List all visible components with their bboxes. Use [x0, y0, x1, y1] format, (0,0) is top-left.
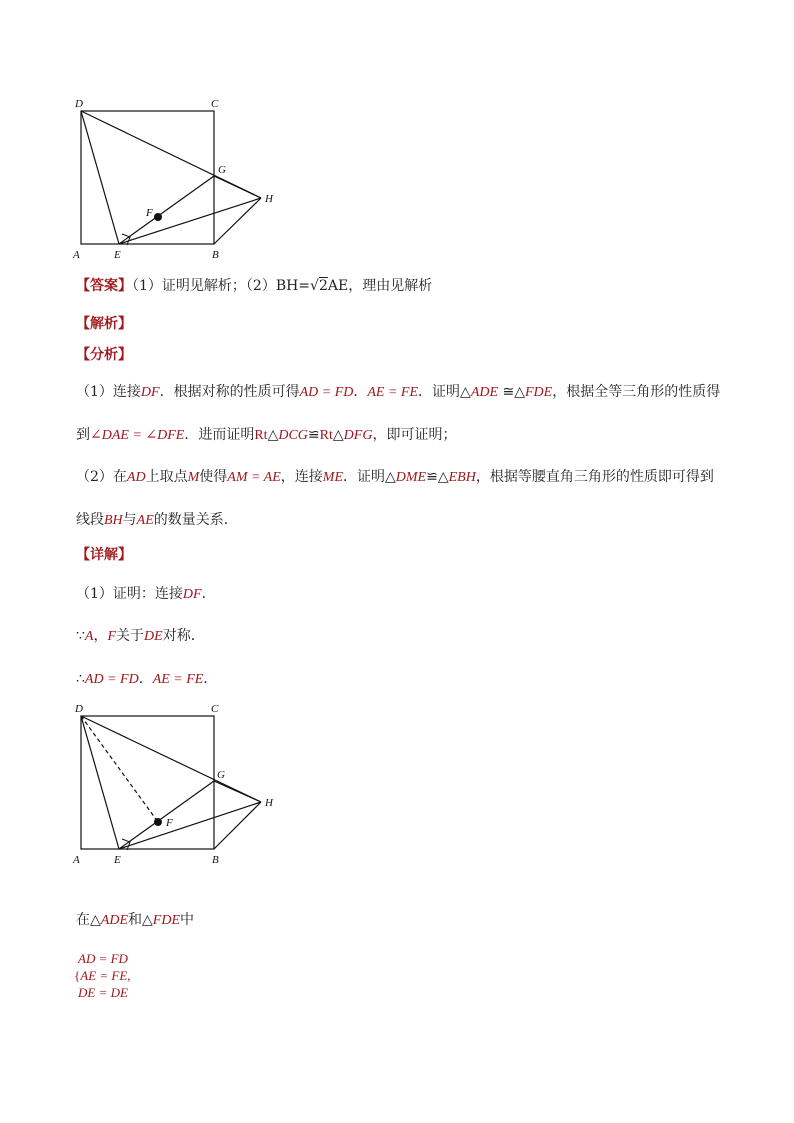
- math: Rt: [254, 428, 268, 443]
- answer-tag: 【答案】: [76, 278, 132, 294]
- text: ．: [138, 671, 153, 687]
- math: AD = FD: [299, 385, 354, 400]
- text: 使得: [199, 469, 228, 485]
- math: M: [187, 470, 200, 485]
- text: ．证明△: [418, 384, 471, 400]
- label-g: G: [217, 769, 225, 781]
- text: （1）证明：连接: [76, 586, 183, 602]
- math: DFG: [343, 428, 373, 443]
- math: F: [107, 629, 117, 644]
- detail-line-1: [76, 584, 216, 605]
- label-b: B: [212, 249, 219, 261]
- detail-header: 【详解】: [76, 547, 132, 563]
- answer-part1: （1）证明见解析；（2）BH=: [132, 278, 311, 294]
- label-c: C: [211, 98, 219, 110]
- text: 和△: [128, 912, 153, 928]
- math: EBH: [448, 470, 476, 485]
- fenxi-paragraph-3: [76, 467, 714, 488]
- sqrt-sign: √: [310, 278, 319, 294]
- label-f: F: [146, 207, 153, 219]
- detail-line-3: [76, 669, 217, 690]
- math: DF: [140, 385, 160, 400]
- detail-line-2: [76, 626, 205, 647]
- math: AD = FD: [84, 672, 139, 687]
- text: 线段: [76, 512, 104, 528]
- text: ≅△: [498, 384, 525, 400]
- math: A: [84, 629, 94, 644]
- math: FDE: [524, 385, 553, 400]
- text: 上取点: [145, 469, 188, 485]
- math: DME: [395, 470, 427, 485]
- text: ，即可证明；: [372, 427, 457, 443]
- label-a: A: [73, 249, 80, 261]
- label-c: C: [211, 703, 219, 715]
- text: 关于: [116, 628, 145, 644]
- text: 的数量关系．: [153, 512, 238, 528]
- math: DCG: [278, 428, 308, 443]
- math: ADE: [470, 385, 499, 400]
- system-row-1: AD = FD: [78, 951, 128, 966]
- analysis-header: 【解析】: [76, 316, 132, 332]
- label-d: D: [75, 98, 83, 110]
- system-row-2-text: AE = FE,: [80, 968, 131, 983]
- math: AE = FE: [367, 385, 419, 400]
- label-h: H: [265, 797, 273, 809]
- text: ∴: [76, 671, 85, 687]
- math: FDE: [152, 913, 180, 928]
- label-a: A: [73, 854, 80, 866]
- label-f: F: [166, 817, 173, 829]
- math: DF: [182, 587, 202, 602]
- text: ，根据全等三角形的性质得: [552, 384, 721, 400]
- text: ∵: [76, 628, 85, 644]
- answer-part2: AE，理由见解析: [327, 278, 433, 294]
- text: （1）连接: [76, 384, 141, 400]
- fenxi-paragraph-4: [76, 510, 238, 531]
- answer-line: [76, 276, 432, 296]
- text: （2）在: [76, 469, 127, 485]
- text: ．进而证明: [184, 427, 255, 443]
- text: ．根据对称的性质可得: [159, 384, 300, 400]
- math: ∠DAE = ∠DFE: [90, 428, 185, 443]
- label-h: H: [265, 193, 273, 205]
- text: ．: [201, 586, 216, 602]
- label-e: E: [114, 854, 121, 866]
- math: BH: [104, 513, 123, 528]
- geometry-figure-1: [60, 90, 300, 270]
- geometry-figure-2: [60, 695, 300, 875]
- text: ，连接: [280, 469, 323, 485]
- system-row-3: DE = DE: [78, 985, 128, 1000]
- math: AD: [126, 470, 146, 485]
- label-e: E: [114, 249, 121, 261]
- math: Rt: [319, 428, 333, 443]
- math: DE: [144, 629, 163, 644]
- fenxi-paragraph-2: [76, 425, 456, 446]
- detail-line-4: [76, 910, 194, 931]
- text: ≌△: [426, 469, 449, 485]
- math: AM = AE: [227, 470, 281, 485]
- math: ME: [322, 470, 343, 485]
- text: ，根据等腰直角三角形的性质即可得到: [475, 469, 714, 485]
- equation-system: [74, 950, 131, 1001]
- open-brace: {: [74, 968, 81, 983]
- label-d: D: [75, 703, 83, 715]
- text: 中: [180, 912, 194, 928]
- math: AE = FE: [152, 672, 204, 687]
- math: ADE: [100, 913, 128, 928]
- text: ≌: [307, 427, 320, 443]
- label-g: G: [218, 164, 226, 176]
- text: ，: [93, 628, 108, 644]
- text: ．: [353, 384, 368, 400]
- fenxi-header: 【分析】: [76, 347, 132, 363]
- text: △: [267, 427, 279, 443]
- label-b: B: [212, 854, 219, 866]
- system-row-2: [74, 967, 131, 984]
- fenxi-paragraph-1: [76, 382, 720, 403]
- text: 到: [76, 427, 90, 443]
- text: ．证明△: [343, 469, 396, 485]
- text: 对称．: [162, 628, 205, 644]
- text: ．: [203, 671, 218, 687]
- text: 在△: [76, 912, 101, 928]
- text: 与: [122, 512, 137, 528]
- sqrt-arg: 2: [318, 278, 328, 294]
- text: △: [332, 427, 344, 443]
- math: AE: [136, 513, 154, 528]
